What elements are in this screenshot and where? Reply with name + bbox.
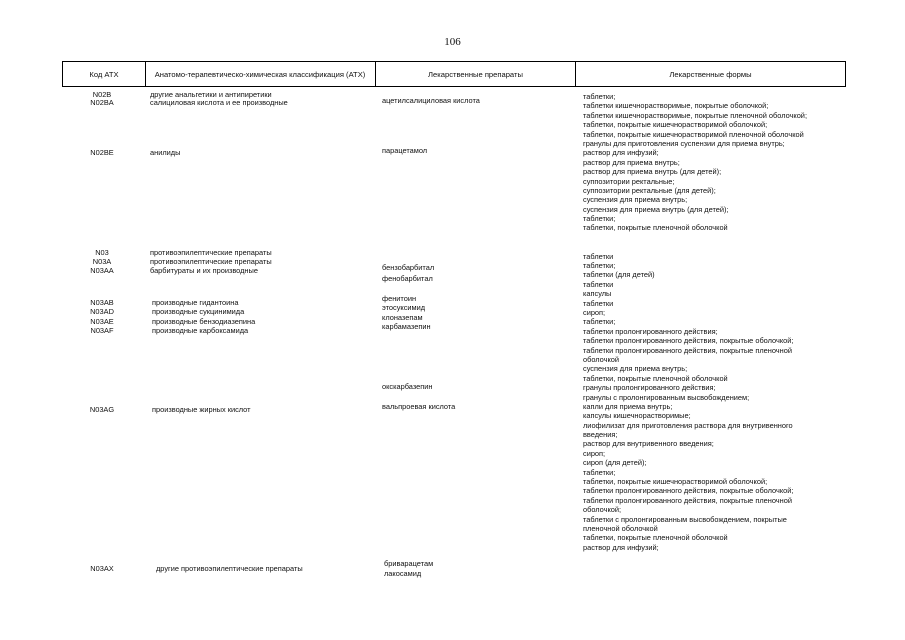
dosage-form-line: таблетки пролонгированного действия, покрытые пленочной bbox=[583, 345, 792, 355]
header-divider bbox=[845, 61, 846, 87]
atc-group-name: производные жирных кислот bbox=[152, 405, 251, 414]
dosage-form-line: таблетки bbox=[583, 279, 614, 289]
dosage-form-line: раствор для приема внутрь (для детей); bbox=[583, 167, 722, 177]
dosage-form-line: лиофилизат для приготовления раствора для внутривенного bbox=[583, 420, 793, 430]
dosage-form-line: таблетки, покрытые пленочной оболочкой bbox=[583, 373, 728, 383]
atc-code: N03AD bbox=[90, 307, 114, 316]
dosage-forms-column bbox=[583, 92, 807, 552]
dosage-form-line: таблетки, покрытые кишечнорастворимой оболочкой; bbox=[583, 477, 768, 487]
drug-name: фенобарбитал bbox=[382, 274, 433, 283]
atc-code: N03AB bbox=[90, 298, 114, 307]
drug-name: лакосамид bbox=[384, 569, 422, 578]
table-header bbox=[62, 61, 846, 87]
dosage-form-line: таблетки; bbox=[583, 92, 616, 101]
drug-name: этосуксимид bbox=[382, 303, 426, 312]
dosage-form-line: таблетки; bbox=[583, 214, 616, 224]
dosage-form-line: суспензия для приема внутрь (для детей); bbox=[583, 204, 729, 214]
dosage-form-line: таблетки кишечнорастворимые, покрытые оболочкой; bbox=[583, 101, 769, 111]
dosage-form-line: таблетки пролонгированного действия, покрытые оболочкой; bbox=[583, 336, 794, 346]
dosage-form-line: таблетки кишечнорастворимые, покрытые пленочной оболочкой; bbox=[583, 110, 807, 120]
drug-name: парацетамол bbox=[382, 146, 428, 155]
dosage-form-line bbox=[583, 242, 807, 251]
atc-group-name: анилиды bbox=[150, 148, 181, 157]
header-atc-code: Код АТХ bbox=[89, 69, 119, 79]
atc-code: N03AE bbox=[90, 317, 114, 326]
dosage-form-line: сироп (для детей); bbox=[583, 458, 647, 468]
dosage-form-line: суспензия для приема внутрь; bbox=[583, 364, 688, 374]
atc-code: N03A bbox=[92, 257, 112, 266]
dosage-form-line: капсулы кишечнорастворимые; bbox=[583, 411, 691, 421]
atc-code: N03AF bbox=[90, 326, 114, 335]
dosage-form-line: раствор для инфузий; bbox=[583, 148, 659, 158]
dosage-form-line: сироп; bbox=[583, 448, 606, 458]
drug-name: вальпроевая кислота bbox=[382, 402, 456, 411]
dosage-form-line: гранулы пролонгированного действия; bbox=[583, 383, 716, 393]
dosage-form-line: таблетки; bbox=[583, 261, 616, 271]
dosage-form-line: таблетки с пролонгированным высвобождением, покрытые bbox=[583, 514, 787, 524]
dosage-form-line bbox=[583, 233, 807, 242]
atc-group-name: производные сукцинимида bbox=[152, 307, 245, 316]
dosage-form-line: таблетки bbox=[583, 251, 614, 261]
dosage-form-line: оболочкой bbox=[583, 354, 620, 364]
atc-group-name: противоэпилептические препараты bbox=[150, 248, 272, 257]
dosage-form-line: таблетки пролонгированного действия; bbox=[583, 326, 718, 336]
dosage-form-line: раствор для приема внутрь; bbox=[583, 157, 680, 167]
dosage-form-line: введения; bbox=[583, 430, 618, 440]
atc-code: N02BA bbox=[90, 98, 114, 107]
atc-group-name: барбитураты и их производные bbox=[150, 266, 258, 275]
atc-code: N03AA bbox=[90, 266, 114, 275]
page-number: 106 bbox=[444, 36, 461, 48]
atc-code: N03AX bbox=[90, 564, 114, 573]
header-atc-classification: Анатомо-терапевтическо-химическая классификация (АТХ) bbox=[154, 69, 366, 79]
atc-group-name: другие противоэпилептические препараты bbox=[156, 564, 303, 573]
dosage-form-line: таблетки, покрытые кишечнорастворимой оболочкой; bbox=[583, 120, 768, 130]
dosage-form-line: пленочной оболочкой bbox=[583, 523, 658, 533]
dosage-form-line: таблетки; bbox=[583, 467, 616, 477]
atc-group-name: салициловая кислота и ее производные bbox=[150, 98, 288, 107]
dosage-form-line: таблетки (для детей) bbox=[583, 270, 655, 280]
dosage-form-line: капли для приема внутрь; bbox=[583, 401, 673, 411]
atc-code: N03 bbox=[95, 248, 109, 257]
atc-group-name: противоэпилептические препараты bbox=[150, 257, 272, 266]
drug-name: ацетилсалициловая кислота bbox=[382, 96, 480, 105]
drug-name: окскарбазепин bbox=[382, 382, 433, 391]
header-drugs: Лекарственные препараты bbox=[428, 69, 523, 79]
dosage-form-line: сироп; bbox=[583, 307, 606, 317]
dosage-form-line: таблетки; bbox=[583, 317, 616, 327]
dosage-form-line: раствор для внутривенного введения; bbox=[583, 439, 714, 449]
dosage-form-line: гранулы с пролонгированным высвобождением; bbox=[583, 392, 750, 402]
atc-group-name: производные карбоксамида bbox=[152, 326, 249, 335]
header-dosage-forms: Лекарственные формы bbox=[669, 69, 752, 79]
atc-code: N03AG bbox=[89, 405, 115, 414]
atc-group-name: производные бензодиазепина bbox=[152, 317, 256, 326]
dosage-form-line: таблетки, покрытые пленочной оболочкой bbox=[583, 533, 728, 543]
drug-name: фенитоин bbox=[382, 294, 417, 303]
drug-name: карбамазепин bbox=[382, 322, 431, 331]
dosage-form-line: суппозитории ректальные; bbox=[583, 176, 675, 186]
drug-name: бриварацетам bbox=[384, 559, 434, 568]
dosage-form-line: раствор для инфузий; bbox=[583, 542, 659, 552]
atc-code: N02BE bbox=[90, 148, 114, 157]
atc-group-name: другие анальгетики и антипиретики bbox=[150, 90, 272, 99]
dosage-form-line: таблетки bbox=[583, 298, 614, 308]
drug-name: бензобарбитал bbox=[382, 263, 435, 272]
dosage-form-line: гранулы для приготовления суспензии для приема внутрь; bbox=[583, 138, 785, 148]
dosage-form-line: таблетки пролонгированного действия, покрытые оболочкой; bbox=[583, 486, 794, 496]
header-divider bbox=[145, 61, 146, 87]
dosage-form-line: суспензия для приема внутрь; bbox=[583, 195, 688, 205]
dosage-form-line: суппозитории ректальные (для детей); bbox=[583, 185, 716, 195]
dosage-form-line: таблетки пролонгированного действия, покрытые пленочной bbox=[583, 495, 792, 505]
dosage-form-line: таблетки, покрытые кишечнорастворимой пленочной оболочкой bbox=[583, 129, 804, 139]
atc-code: N02B bbox=[92, 90, 112, 99]
atc-group-name: производные гидантоина bbox=[152, 298, 239, 307]
drug-name: клоназепам bbox=[382, 313, 423, 322]
dosage-form-line: капсулы bbox=[583, 289, 612, 299]
dosage-form-line: таблетки, покрытые пленочной оболочкой bbox=[583, 223, 728, 233]
dosage-form-line: оболочкой; bbox=[583, 505, 622, 515]
